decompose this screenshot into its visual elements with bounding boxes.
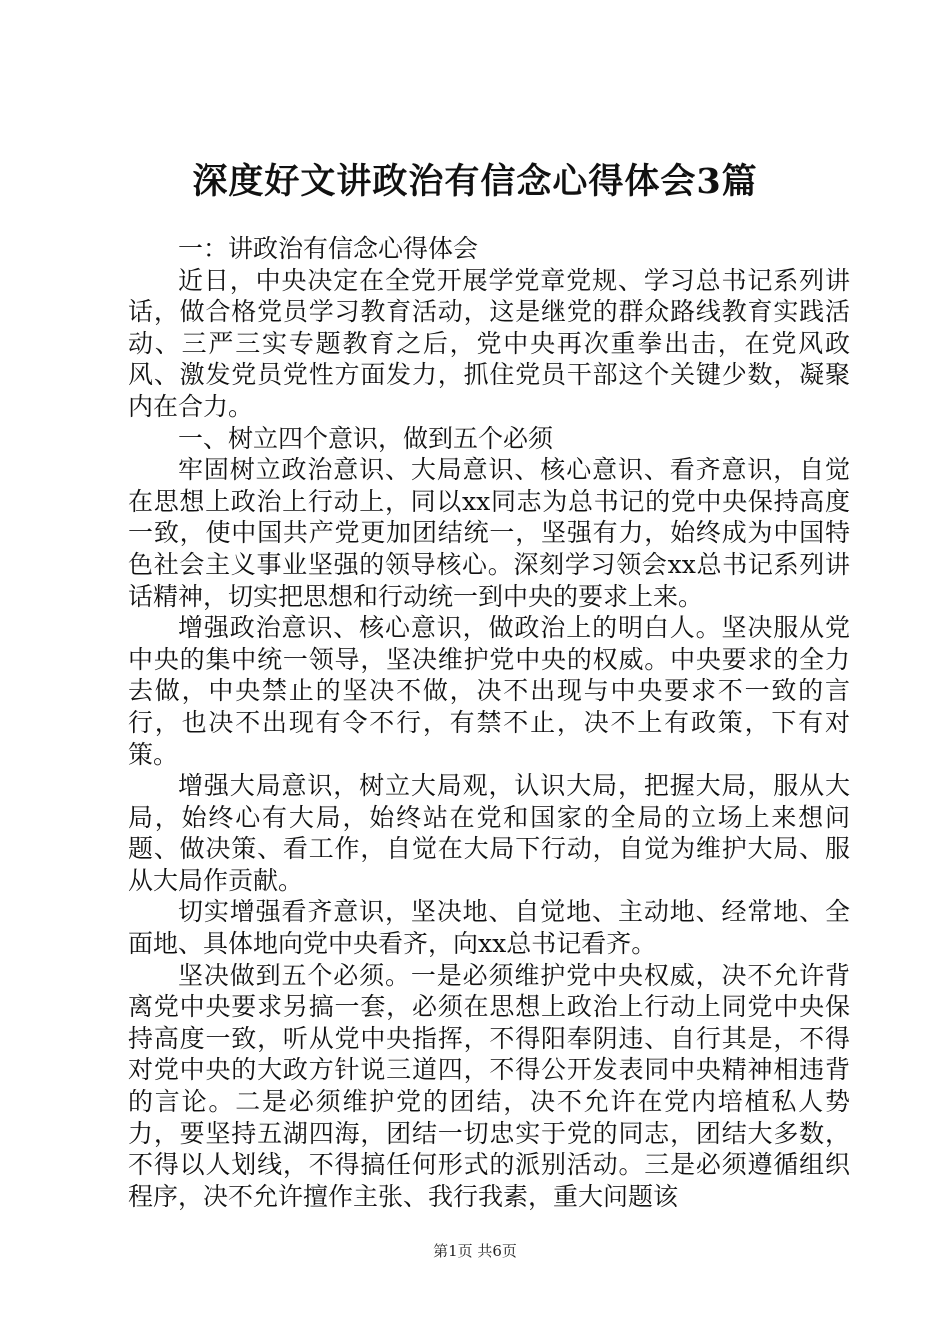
page-number-footer: 第1页 共6页 bbox=[433, 1242, 517, 1260]
document-body bbox=[128, 233, 850, 1212]
document-title: 深度好文讲政治有信念心得体会3篇 bbox=[192, 161, 758, 202]
body-paragraph: 坚决做到五个必须。一是必须维护党中央权威，决不允许背离党中央要求另搞一套，必须在思想上政治上行动上同党中央保持高度一致，听从党中央指挥，不得阳奉阴违、自行其是，不得对党中央的大政方针说三道四，不得公开发表同中央精神相违背的言论。二是必须维护党的团结，决不允许在党内培植私人势力，要坚持五湖四海，团结一切忠实于党的同志，团结大多数，不得以人划线，不得搞任何形式的派别活动。三是必须遵循组织程序，决不允许擅作主张、我行我素，重大问题该 bbox=[128, 960, 850, 1211]
body-paragraph: 近日，中央决定在全党开展学党章党规、学习总书记系列讲话，做合格党员学习教育活动，这是继党的群众路线教育实践活动、三严三实专题教育之后，党中央再次重拳出击，在党风政风、激发党员党性方面发力，抓住党员干部这个关键少数，凝聚内在合力。 bbox=[128, 265, 850, 421]
subsection-heading: 一、树立四个意识，做到五个必须 bbox=[178, 423, 554, 453]
section-heading: 一：讲政治有信念心得体会 bbox=[178, 234, 479, 263]
body-paragraph: 增强大局意识，树立大局观，认识大局，把握大局，服从大局，始终心有大局，始终站在党和国家的全局的立场上来想问题、做决策、看工作，自觉在大局下行动，自觉为维护大局、服从大局作贡献。 bbox=[128, 771, 850, 895]
body-paragraph: 增强政治意识、核心意识，做政治上的明白人。坚决服从党中央的集中统一领导，坚决维护党中央的权威。中央要求的全力去做，中央禁止的坚决不做，决不出现与中央要求不一致的言行，也决不出现有令不行，有禁不止，决不上有政策，下有对策。 bbox=[128, 613, 850, 769]
body-paragraph: 切实增强看齐意识，坚决地、自觉地、主动地、经常地、全面地、具体地向党中央看齐，向xx总书记看齐。 bbox=[128, 897, 850, 959]
body-paragraph: 牢固树立政治意识、大局意识、核心意识、看齐意识，自觉在思想上政治上行动上，同以xx同志为总书记的党中央保持高度一致，使中国共产党更加团结统一，坚强有力，始终成为中国特色社会主义事业坚强的领导核心。深刻学习领会xx总书记系列讲话精神，切实把思想和行动统一到中央的要求上来。 bbox=[128, 455, 850, 611]
